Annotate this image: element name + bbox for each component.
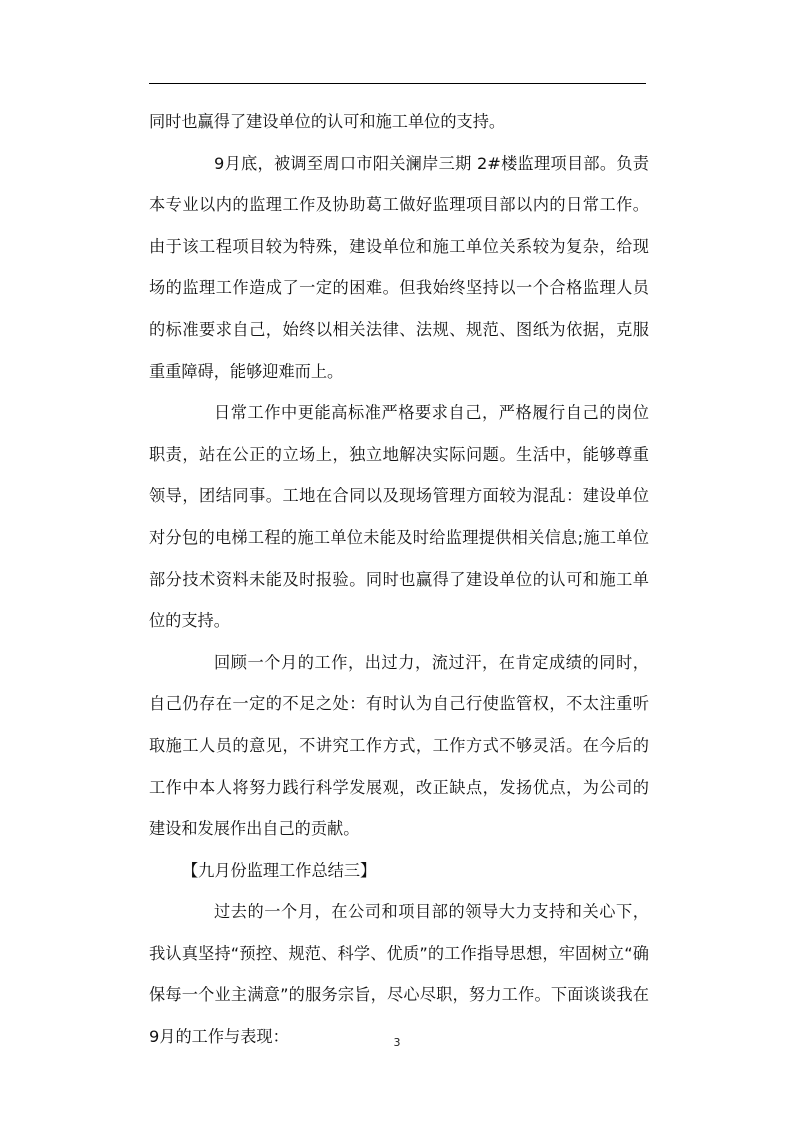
header-rule [149, 83, 646, 84]
paragraph-daily-work: 日常工作中更能高标准严格要求自己，严格履行自己的岗位职责，站在公正的立场上，独立地解决实际问题。生活中，能够尊重领导，团结同事。工地在合同以及现场管理方面较为混乱：建设单位对分包的电梯工程的施工单位未能及时给监理提供相关信息;施工单位部分技术资料未能及时报验。同时也赢得了建设单位的认可和施工单位的支持。 [149, 403, 649, 631]
paragraph-transfer: 9月底，被调至周口市阳关澜岸三期 2#楼监理项目部。负责本专业以内的监理工作及协助葛工做好监理项目部以内的日常工作。由于该工程项目较为特殊，建设单位和施工单位关系较为复杂，给现场的监理工作造成了一定的困难。但我始终坚持以一个合格监理人员的标准要求自己，始终以相关法律、法规、规范、图纸为依据，克服重重障碍，能够迎难而上。 [149, 153, 649, 381]
paragraph-section-intro: 过去的一个月，在公司和项目部的领导大力支持和关心下，我认真坚持“预控、规范、科学、优质”的工作指导思想，牢固树立“确保每一个业主满意”的服务宗旨，尽心尽职，努力工作。下面谈谈我在9月的工作与表现： [149, 902, 649, 1047]
paragraph-review: 回顾一个月的工作，出过力，流过汗，在肯定成绩的同时，自己仍存在一定的不足之处：有时认为自己行使监管权，不太注重听取施工人员的意见，不讲究工作方式，工作方式不够灵活。在今后的工作中本人将努力践行科学发展观，改正缺点，发扬优点，为公司的建设和发展作出自己的贡献。 [149, 652, 649, 839]
section-heading: 【九月份监理工作总结三】 [182, 860, 377, 880]
page-number: 3 [393, 1036, 401, 1049]
document-body [149, 101, 649, 1058]
paragraph-continuation: 同时也赢得了建设单位的认可和施工单位的支持。 [149, 112, 506, 131]
